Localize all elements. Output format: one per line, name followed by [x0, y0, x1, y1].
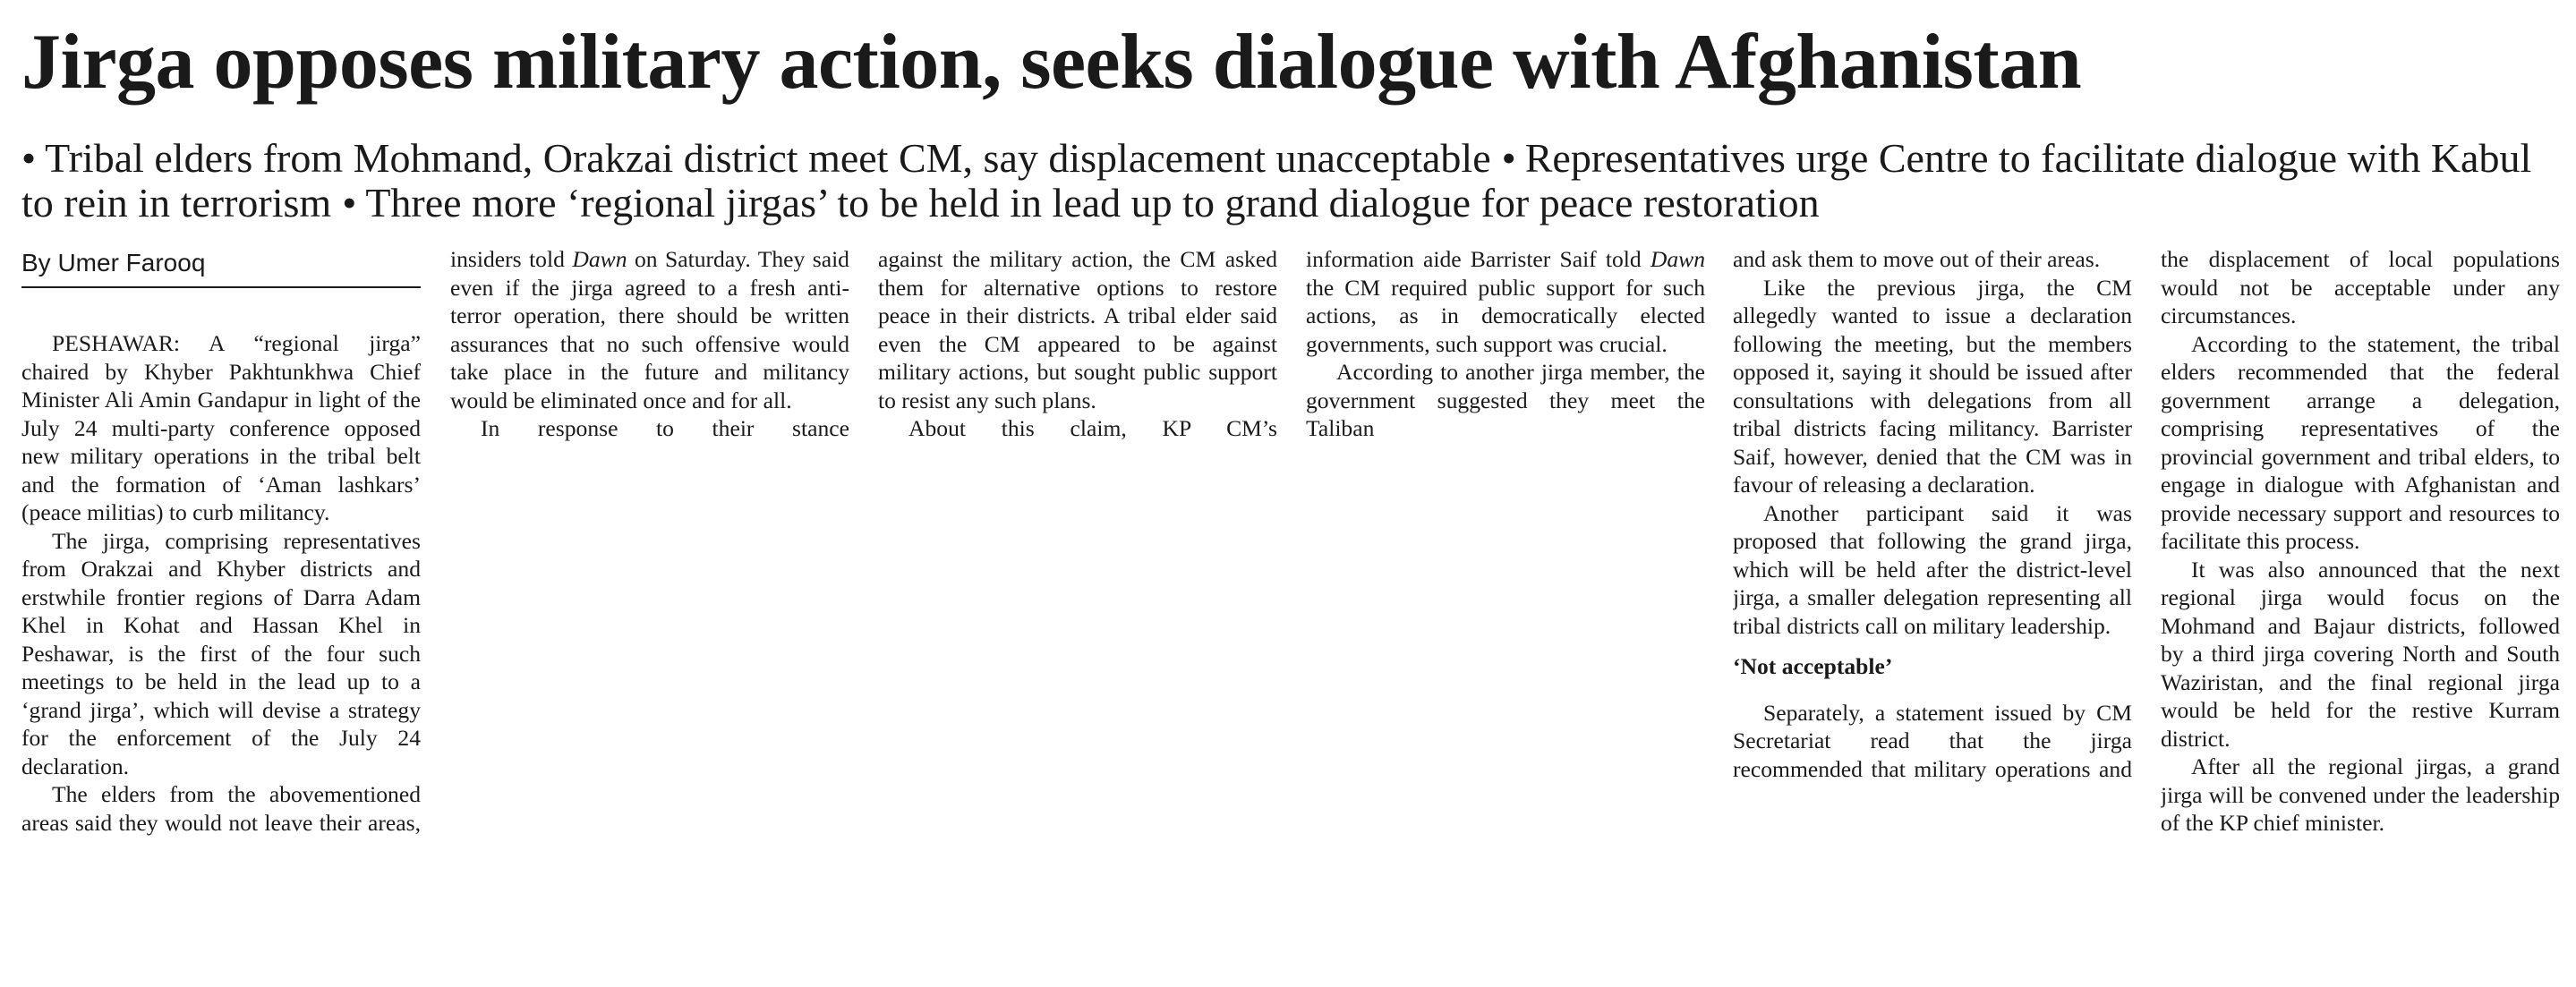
article-column-5: [1733, 245, 2132, 984]
paragraph: [1306, 245, 1705, 358]
paragraph-text: insiders told: [450, 246, 565, 272]
subheading: ‘Not acceptable’: [1733, 653, 1893, 679]
byline: By Umer Farooq: [21, 247, 421, 288]
paragraph: The elders from the abovementioned areas said they would not leave their areas,: [21, 781, 421, 836]
summary-point-text: Tribal elders from Mohmand, Orakzai district meet CM, say displacement unacceptable: [45, 135, 1491, 181]
article-column-3: [878, 245, 1277, 984]
paragraph: The jirga, comprising representatives from Orakzai and Khyber districts and erstwhile frontier regions of Darra Adam Khel in Kohat and Hassan Khel in Peshawar, is the first of the four such meetings to be held in the lead up to a ‘grand jirga’, which will devise a strategy for the enforcement of the July 24 declaration.: [21, 527, 421, 779]
paragraph: After all the regional jirgas, a grand jirga will be convened under the leadership of the KP chief minister.: [2161, 753, 2560, 836]
article-column-1: [21, 329, 421, 984]
paragraph: It was also announced that the next regional jirga would focus on the Mohmand and Bajaur districts, followed by a third jirga covering North and South Waziristan, and the final regional jirga would be held for the restive Kurram district.: [2161, 556, 2560, 752]
paragraph: Like the previous jirga, the CM allegedly wanted to issue a declaration following the meeting, but the members opposed it, saying it should be issued after consultations with delegations from all tribal districts facing militancy. Barrister Saif, however, denied that the CM was in favour of releasing a declaration.: [1733, 274, 2132, 498]
newspaper-name: Dawn: [1650, 246, 1705, 272]
paragraph: Another participant said it was proposed that following the grand jirga, which will be held after the district-level jirga, a smaller delegation representing all tribal districts call on military leadership.: [1733, 499, 2132, 639]
paragraph: [450, 245, 849, 414]
paragraph-text: the CM required public support for such actions, as in democratically elected governments, such support was crucial.: [1306, 274, 1705, 357]
bullet-icon: •: [342, 180, 357, 225]
newspaper-name: Dawn: [572, 246, 627, 272]
bullet-icon: •: [21, 135, 37, 181]
paragraph-text: information aide Barrister Saif told: [1306, 246, 1642, 272]
paragraph: Separately, a statement issued by CM Secretariat read that the jirga recommended that military operations and: [1733, 699, 2132, 782]
paragraph: According to the statement, the tribal elders recommended that the federal government arrange a delegation, comprising representatives of the provincial government and tribal elders, to engage in dialogue with Afghanistan and provide necessary support and resources to facilitate this process.: [2161, 330, 2560, 554]
paragraph: About this claim, KP CM’s: [908, 415, 1277, 441]
paragraph: According to another jirga member, the government suggested they meet the Taliban: [1306, 359, 1705, 441]
paragraph: against the military action, the CM asked them for alternative options to restore peace in their districts. A tribal elder said even the CM appeared to be against military actions, but sought public support to resist any such plans.: [878, 246, 1277, 413]
summary-point-text: Three more ‘regional jirgas’ to be held in lead up to grand dialogue for peace restoration: [365, 180, 1820, 225]
paragraph: PESHAWAR: A “regional jirga” chaired by Khyber Pakhtunkhwa Chief Minister Ali Amin Gandapur in light of the July 24 multi-party conference opposed new military operations in the tribal belt and the formation of ‘Aman lashkars’ (peace militias) to curb militancy.: [21, 330, 421, 525]
summary-points: [21, 136, 2563, 225]
headline: Jirga opposes military action, seeks dialogue with Afghanistan: [21, 19, 2082, 106]
summary-point-text: Representatives urge Centre to facilitate dialogue with Kabul to rein in terrorism: [21, 135, 2532, 225]
summary-point-3: [342, 180, 1819, 225]
article-column-4: [1306, 245, 1705, 984]
paragraph: In response to their stance: [481, 415, 849, 441]
paragraph: the displacement of local populations would not be acceptable under any circumstances.: [2161, 246, 2560, 328]
summary-point-1: [21, 135, 1491, 181]
article-column-2: [450, 245, 849, 984]
bullet-icon: •: [1501, 135, 1516, 181]
article-column-6: [2161, 245, 2560, 984]
paragraph: and ask them to move out of their areas.: [1733, 246, 2101, 272]
paragraph-text: on Saturday. They said even if the jirga agreed to a fresh anti-terror operation, there should be written assurances that no such offensive would take place in the future and militancy would be eliminated once and for all.: [450, 246, 849, 413]
